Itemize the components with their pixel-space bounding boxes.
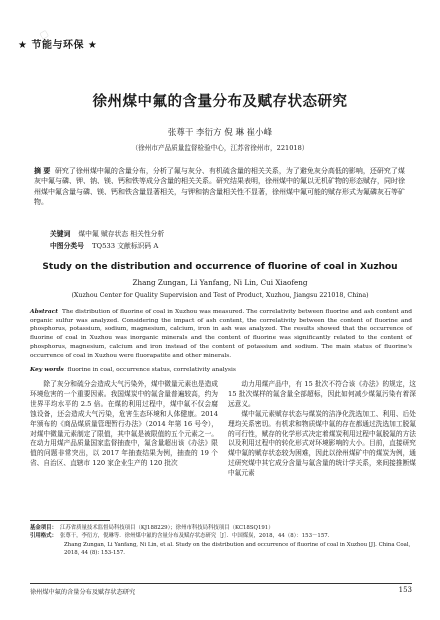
keywords-english-label: Key words	[30, 366, 64, 373]
keywords-english	[30, 366, 412, 373]
affiliation-english: (Xuzhou Center for Quality Supervision and Test of Product, Xuzhou, Jiangsu 221018, China)	[71, 292, 369, 299]
footnote-citation-en	[30, 541, 412, 558]
keywords-chinese-value: 煤中氟 赋存状态 相关性分析	[78, 230, 165, 238]
page-number: 153	[398, 586, 412, 594]
body-paragraph: 除了灰分和硫分会造成大气污染外，煤中微量元素也是造成环境危害的一个重要因素。我国煤炭中的氟含量普遍较高，约为世界平均水平的 2.5 倍。在煤的利用过程中，煤中氟不仅会腐蚀设备，还会造成大气污染，危害生态环境和人体健康。2014 年颁布的《商品煤质量管理暂行办法》（2014 年第 16 号令），对煤中微量元素制定了限值，其中氟是被限值的五个元素之一。在动力用煤产品质量国家监督抽查中，氟含量超出该《办法》限值的问题非常突出，以 2017 年抽查结果为例，抽查的 19 个省、自治区、直辖市 120 家企业生产的 120 批次	[30, 380, 218, 468]
running-footer: 徐州煤中氟的含量分布及赋存状态研究	[30, 589, 136, 596]
footnotes	[30, 524, 412, 557]
title-english: Study on the distribution and occurrence of fluorine of coal in Xuzhou	[42, 262, 398, 272]
footer-divider	[30, 583, 412, 584]
body-column-left	[30, 380, 218, 469]
abstract-english-label: Abstract	[30, 308, 58, 315]
title-chinese: 徐州煤中氟的含量分布及赋存状态研究	[92, 93, 348, 110]
body-paragraph: 煤中氟元素赋存状态与煤炭的洁净化洗选加工、利用、后处理均关系密切。有机求和物质煤中氟的存在都通过洗选加工脱氟的可行性，赋存的化学形式决定着煤炭利用过程中氟脱氟的方法以及利用过程中的转化形式对环境影响的大小。目前，直接研究煤中氟的赋存状态较为困难，因此以徐州煤矿中的煤炭为例，通过研究煤中其它成分含量与氟含量的统计学关系，来间接推断煤中氟元素	[228, 409, 416, 478]
keywords-english-text: fluorine in coal, occurrence status, correlativity analysis	[67, 367, 236, 373]
body-column-right	[228, 380, 416, 479]
footnote-text: 江苏省质量技术监督局科技项目（KJ188229）；徐州市科技局科技项目（KC18SQ191）	[59, 525, 274, 531]
abstract-chinese-label: 摘 要	[34, 167, 51, 175]
abstract-chinese-text: 研究了徐州煤中氟的含量分布，分析了氟与灰分、有机硫含量的相关关系，为了避免灰分高低的影响，还研究了煤灰中氟与磷、钾、钠、镁、钙和铁等成分含量的相关关系。研究结果表明，徐州煤中的氟以无机矿物的形态赋存，同时徐州煤中氟含量与磷、镁、钙和铁含量显著相关，与钾和钠含量相关性不显著，徐州煤中氟可能的赋存形式为氟磷灰石等矿物。	[34, 167, 405, 207]
authors-chinese: 张尊干 李衍方 倪 琳 崔小峰	[167, 128, 273, 138]
footnote-text: 张尊干，李衍方，倪琳等．徐州煤中氟的含量分布及赋存状态研究［J］．中国煤炭，2018，44（8）：153－157．	[59, 533, 334, 540]
footnote-key: 引用格式：	[30, 533, 57, 540]
footnote-citation-cn	[30, 532, 412, 540]
footnote-divider	[30, 520, 110, 521]
footnote-funding	[30, 524, 412, 532]
abstract-english	[30, 308, 412, 360]
watermark: ▢	[38, 28, 51, 42]
authors-english: Zhang Zungan, Li Yanfang, Ni Lin, Cui Xiaofeng	[132, 278, 308, 287]
abstract-english-text: The distribution of fluorine of coal in Xuzhou was measured. The correlativity between fluorine and ash content and organic sulfur was analyzed. Considering the impact of ash content, the correlativity between the content of fluorine and phosphorus, potassium, sodium, magnesium, calcium, iron in ash was analyzed. The results showed that the occurrence of fluorine of coal in Xuzhou was inorganic minerals and the content of fluorine was significantly related to the content of phosphorus, magnesium, calcium and iron instead of the content of potassium and sodium. The main status of fluorine's occurrence of coal in Xuzhou were fluorapatite and other minerals.	[30, 309, 412, 359]
abstract-chinese	[34, 166, 410, 208]
classification-chinese	[50, 240, 158, 250]
section-label: ★ 节能与环保 ★	[18, 40, 98, 51]
keywords-chinese	[50, 228, 164, 238]
classification-label: 中图分类号	[50, 242, 84, 250]
footnote-text: Zhang Zungan, Li Yanfang, Ni Lin, et al. Study on the distribution and occurrence of fluorine of coal in Xuzhou [J]. China Coal, 2018, 44 (8): 153-157.	[64, 541, 411, 556]
classification-value: TQ533 文献标识码 A	[91, 242, 159, 250]
keywords-chinese-label: 关键词	[50, 230, 71, 238]
affiliation-chinese: （徐州市产品质量监督检验中心，江苏省徐州市，221018）	[131, 144, 309, 152]
footnote-key: 基金项目：	[30, 525, 57, 531]
body-paragraph: 动力用煤产品中，有 15 批次不符合该《办法》的规定，这 15 批次煤样的氟含量全部超标，因此如何减少煤氟污染有着深远意义。	[228, 380, 416, 408]
